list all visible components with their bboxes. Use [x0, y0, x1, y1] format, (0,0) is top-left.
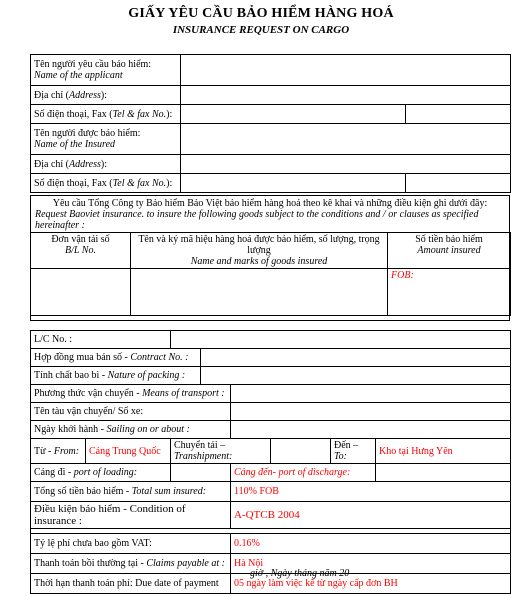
- insured-address-field[interactable]: [181, 155, 511, 174]
- footer-date-line: giờ , Ngày tháng năm 20: [250, 568, 350, 579]
- rate-value[interactable]: 0.16%: [231, 534, 511, 554]
- sailing-field[interactable]: [231, 421, 511, 439]
- from-value[interactable]: Cảng Trung Quốc: [86, 439, 171, 464]
- insured-phone-field[interactable]: [181, 174, 406, 193]
- condition-value[interactable]: A-QTCB 2004: [231, 502, 511, 529]
- col-goods-header: Tên và ký mã hiệu hàng hoá được bảo hiểm, số lượng, trọng lượng Name and marks of goods insured: [131, 233, 388, 269]
- contract-field[interactable]: [201, 349, 511, 367]
- insured-name-field[interactable]: [181, 124, 511, 155]
- bl-field[interactable]: [31, 269, 131, 316]
- vessel-label: Tên tàu vận chuyển/ Số xe:: [31, 403, 231, 421]
- insured-fax-field[interactable]: [406, 174, 511, 193]
- transport-field[interactable]: [231, 385, 511, 403]
- lc-field[interactable]: [171, 331, 511, 349]
- discharge-field[interactable]: [376, 464, 511, 482]
- sum-label: Tổng số tiền bảo hiểm - Total sum insured:: [31, 482, 231, 502]
- to-label: Đến – To:: [331, 439, 376, 464]
- insured-address-label: Địa chỉ (Address):: [31, 155, 181, 174]
- claims-label: Thanh toán bồi thường tại - Claims payable at :: [31, 554, 231, 574]
- parties-table: [30, 54, 511, 193]
- from-label: Từ - From:: [31, 439, 86, 464]
- applicant-name-field[interactable]: [181, 55, 511, 86]
- document-title: GIẤY YÊU CẦU BẢO HIỂM HÀNG HOÁ: [128, 6, 394, 21]
- applicant-address-label: Địa chỉ (Address):: [31, 86, 181, 105]
- col-bl-header: Đơn vận tải số B/L No.: [31, 233, 131, 269]
- contract-label: Hợp đồng mua bán số - Contract No. :: [31, 349, 201, 367]
- applicant-name-label: Tên người yêu cầu bảo hiểm: Name of the applicant: [31, 55, 181, 86]
- applicant-phone-field[interactable]: [181, 105, 406, 124]
- claims-value[interactable]: Hà Nội: [231, 554, 511, 574]
- goods-field[interactable]: [131, 269, 388, 316]
- packing-field[interactable]: [201, 367, 511, 385]
- sailing-label: Ngày khởi hành - Sailing on or about :: [31, 421, 231, 439]
- discharge-label: Cảng đến- port of discharge:: [231, 464, 376, 482]
- rate-label: Tỷ lệ phí chưa bao gồm VAT:: [31, 534, 231, 554]
- transship-field[interactable]: [271, 439, 331, 464]
- loading-field[interactable]: [171, 464, 231, 482]
- due-value[interactable]: 05 ngày làm việc kể từ ngày cấp đơn BH: [231, 574, 511, 594]
- lc-label: L/C No. :: [31, 331, 171, 349]
- transport-label: Phương thức vận chuyển - Means of transport :: [31, 385, 231, 403]
- packing-label: Tính chất bao bì - Nature of packing :: [31, 367, 201, 385]
- condition-label: Điều kiện bảo hiểm - Condition of insurance :: [31, 502, 231, 529]
- details-table: [30, 330, 511, 594]
- col-amount-header: Số tiền bảo hiểm Amount insured: [388, 233, 511, 269]
- insured-phone-label: Số điện thoại, Fax (Tel & fax No.):: [31, 174, 181, 193]
- vessel-field[interactable]: [231, 403, 511, 421]
- document-subtitle: INSURANCE REQUEST ON CARGO: [172, 24, 350, 36]
- request-intro-en: Request Baoviet insurance. to insure the following goods subject to the conditions and / or clauses as specified hereinafter :: [35, 209, 479, 231]
- request-intro-vi: Yêu cầu Tổng Công ty Bảo hiểm Bảo Việt bảo hiểm hàng hoá theo kê khai và những điều kiện ghi dưới đây:: [52, 198, 488, 209]
- to-value[interactable]: Kho tại Hưng Yên: [376, 439, 511, 464]
- insured-name-label: Tên người được bảo hiểm: Name of the Insured: [31, 124, 181, 155]
- amount-field[interactable]: FOB:: [388, 269, 511, 316]
- applicant-phone-label: Số điện thoại, Fax (Tel & fax No.):: [31, 105, 181, 124]
- sum-value[interactable]: 110% FOB: [231, 482, 511, 502]
- goods-section: [30, 195, 510, 321]
- request-intro: [35, 198, 505, 231]
- applicant-fax-field[interactable]: [406, 105, 511, 124]
- applicant-address-field[interactable]: [181, 86, 511, 105]
- transship-label: Chuyển tải – Transhipment:: [171, 439, 271, 464]
- loading-label: Cảng đi - port of loading:: [31, 464, 171, 482]
- due-label: Thời hạn thanh toán phí: Due date of payment: [31, 574, 231, 594]
- goods-table: [30, 232, 511, 316]
